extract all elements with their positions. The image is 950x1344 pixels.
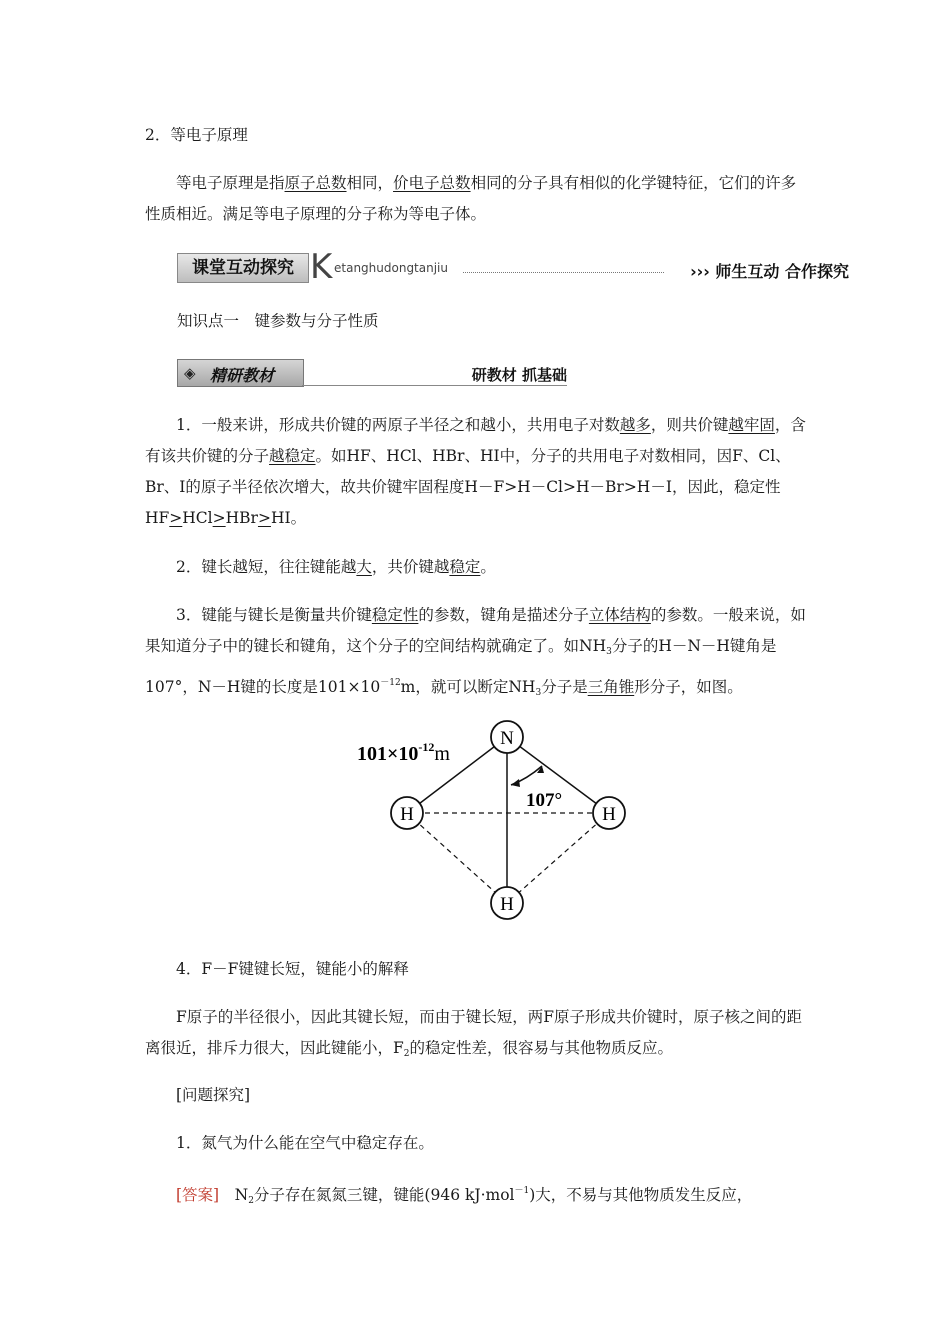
atom-n-label: N <box>500 728 514 749</box>
item-1-paragraph: 1．一般来讲，形成共价键的两原子半径之和越小，共用电子对数越多，则共价键越牢固，含有该共价键的分子越稳定。如HF、HCl、HBr、HI中，分子的共用电子对数相同，因F、Cl、Br、I的原子半径依次增大，故共价键牢固程度H－F>H－Cl>H－Br>H－I，因此，稳定性HF>HCl>HBr>HI。 <box>145 416 806 527</box>
study-banner-box <box>177 359 304 387</box>
question-1: 1．氮气为什么能在空气中稳定存在。 <box>176 1134 434 1152</box>
item-2-paragraph: 2．键长越短，往往键能越大，共价键越稳定。 <box>176 558 496 576</box>
banner-pinyin: etanghudongtanjiu <box>334 261 448 275</box>
study-banner-title: 精研教材 <box>210 366 275 385</box>
angle-arrow-left <box>511 779 520 787</box>
dashed-h-h-left <box>407 813 507 903</box>
study-banner <box>177 359 567 387</box>
diamond-icon: ◈ <box>184 364 196 382</box>
answer-tag: [答案] <box>176 1186 220 1204</box>
banner-title: 课堂互动探究 <box>177 253 309 283</box>
item-4-title: 4．F－F键键长短，键能小的解释 <box>176 960 409 978</box>
nh3-structure-diagram <box>340 715 640 930</box>
dashed-h-h-right <box>507 813 609 903</box>
inquiry-title: [问题探究] <box>176 1086 251 1104</box>
atom-h-bottom-label: H <box>500 894 514 915</box>
item-3-paragraph: 3．键能与键长是衡量共价键稳定性的参数，键角是描述分子立体结构的参数。一般来说，如果知道分子中的键长和键角，这个分子的空间结构就确定了。如$NH_3$分子的H－N－H键角是107°，N－H键的长度是$101\times 10^{-12}m$，就可以断定$NH_3$分子是三角锥形分子，如图。 <box>145 606 806 698</box>
item-4-paragraph: F原子的半径很小，因此其键长短，而由于键长短，两F原子形成共价键时，原子核之间的距离很近，排斥力很大，因此键能小，$F_2$的稳定性差，很容易与其他物质反应。 <box>145 1008 803 1059</box>
section-2-title: 2．等电子原理 <box>145 126 248 144</box>
banner-k-letter: K <box>310 247 333 287</box>
section-banner <box>177 247 849 287</box>
banner-divider <box>463 272 664 273</box>
bond-length-label: $101\times 10^{-12}m$ <box>357 740 450 765</box>
atom-h-right-label: H <box>602 804 616 825</box>
answer-1: [答案] $N_2$分子存在氮氮三键，键能(946 kJ·mol$^{-1}$)大，不易与其他物质发生反应， <box>176 1186 753 1206</box>
bond-angle-label: 107° <box>526 790 563 811</box>
study-banner-right-label: 研教材 抓基础 <box>471 366 567 384</box>
section-2-paragraph: 等电子原理是指原子总数相同，价电子总数相同的分子具有相似的化学键特征，它们的许多性质相近。满足等电子原理的分子称为等电子体。 <box>145 174 797 223</box>
atom-h-left-label: H <box>400 804 414 825</box>
knowledge-point-title: 知识点一 键参数与分子性质 <box>177 312 379 330</box>
banner-right-label: ››› 师生互动 合作探究 <box>690 262 849 281</box>
study-banner-divider <box>302 385 567 386</box>
